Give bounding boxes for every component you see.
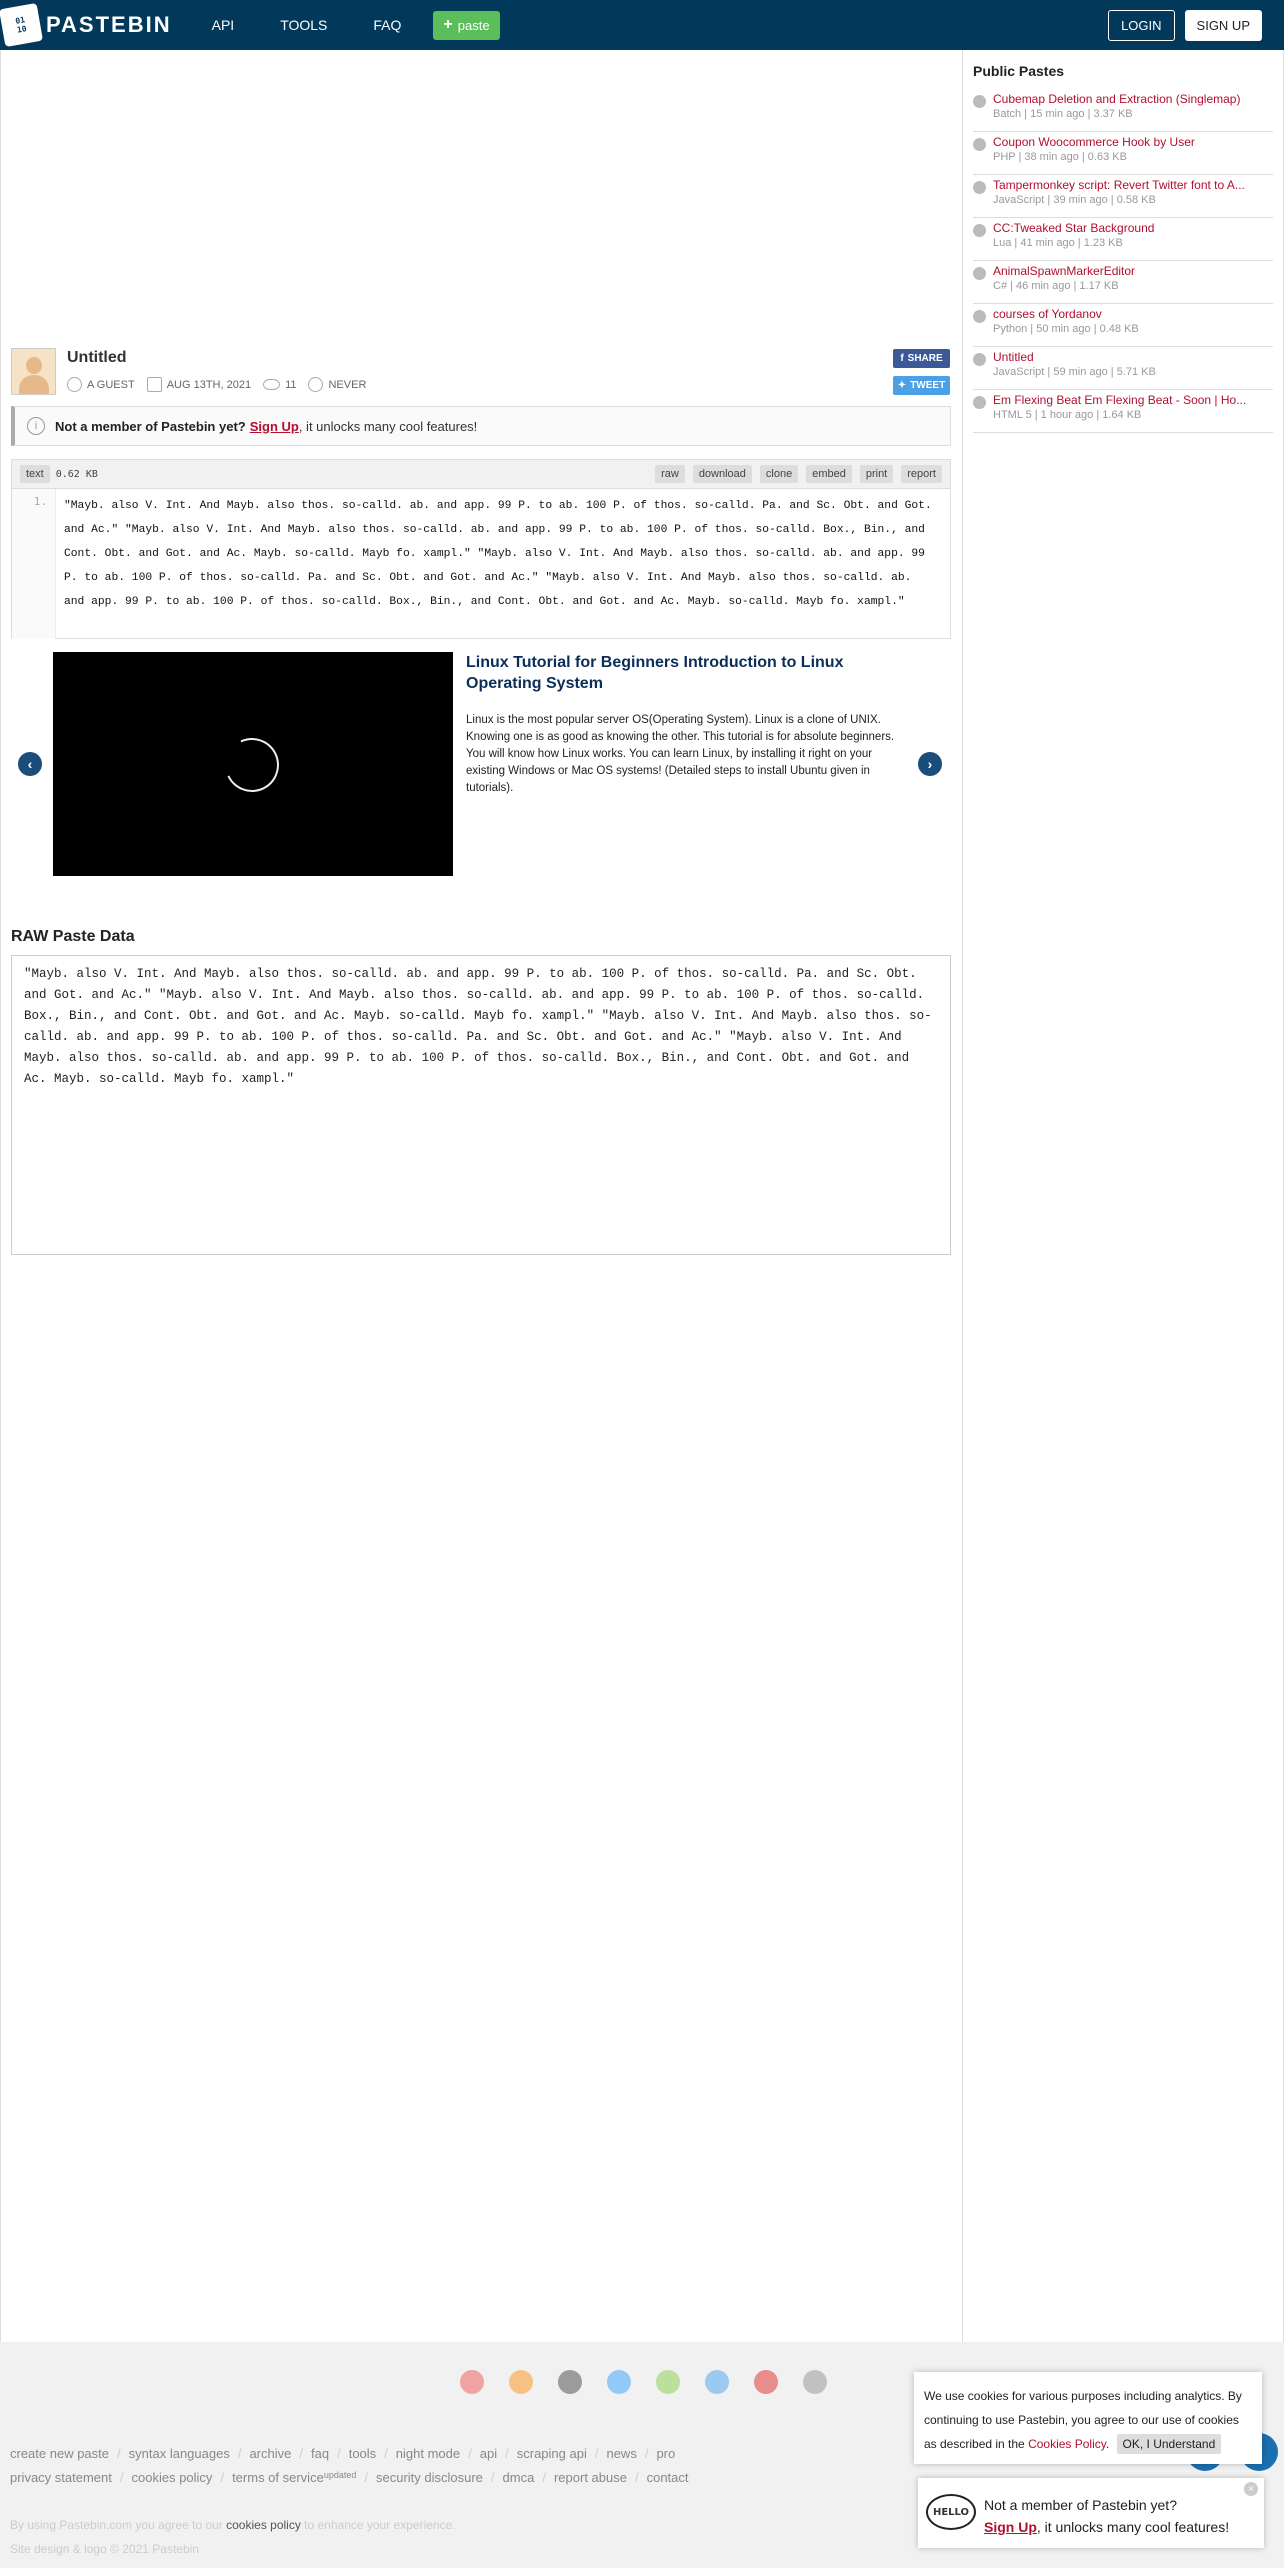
paste-size: 0.62 KB bbox=[55, 468, 98, 480]
notice-rest: , it unlocks many cool features! bbox=[298, 418, 478, 434]
footer-link[interactable]: archive bbox=[249, 2446, 292, 2461]
raw-paste-textarea[interactable]: "Mayb. also V. Int. And Mayb. also thos. so-calld. ab. and app. 99 P. to ab. 100 P. of thos. so-calld. Pa. and Sc. Obt. and Got. and Ac." "Mayb. also V. Int. And Mayb. also thos. so-calld. ab. and app. 99 P. to ab. 100 P. of thos. so-calld. Box., Bin., and Cont. Obt. and Got. and Ac. Mayb. so-calld. Mayb fo. xampl." "Mayb. also V. Int. And Mayb. also thos. so-calld. ab. and app. 99 P. to ab. 100 P. of thos. so-calld. Pa. and Sc. Obt. and Got. and Ac." "Mayb. also V. Int. And Mayb. also thos. so-calld. ab. and app. 99 P. to ab. 100 P. of thos. so-calld. Box., Bin., and Cont. Obt. and Got. and Ac. Mayb. so-calld. Mayb fo. xampl." bbox=[11, 955, 951, 1255]
fine-text: By using Pastebin.com you agree to our bbox=[10, 2518, 227, 2532]
print-button[interactable]: print bbox=[860, 465, 893, 483]
ios-icon[interactable] bbox=[558, 2370, 582, 2394]
signup-popup bbox=[918, 2478, 1264, 2548]
globe-icon bbox=[973, 181, 986, 194]
twitter-share-button[interactable] bbox=[893, 376, 950, 395]
footer-link[interactable]: syntax languages bbox=[128, 2446, 230, 2461]
public-paste-meta: HTML 5 | 1 hour ago | 1.64 KB bbox=[993, 409, 1142, 421]
download-button[interactable]: download bbox=[693, 465, 752, 483]
logo-glyph: 01 10 bbox=[14, 15, 28, 35]
cookie-text: We use cookies for various purposes including analytics. By continuing to use Pastebin, you agree to our use of cookies as described in the bbox=[924, 2389, 1242, 2451]
footer-link[interactable]: privacy statement bbox=[10, 2470, 112, 2485]
windows-icon[interactable] bbox=[607, 2370, 631, 2394]
footer-fine-print bbox=[10, 2518, 456, 2532]
opera-icon[interactable] bbox=[754, 2370, 778, 2394]
main-nav bbox=[212, 11, 500, 40]
brand-name[interactable]: PASTEBIN bbox=[46, 12, 172, 37]
macos-icon[interactable] bbox=[705, 2370, 729, 2394]
close-icon[interactable]: × bbox=[1244, 2482, 1258, 2496]
public-paste-item[interactable] bbox=[973, 264, 1273, 304]
footer-link[interactable]: scraping api bbox=[516, 2446, 587, 2461]
facebook-share-label: SHARE bbox=[907, 353, 943, 364]
footer-link[interactable]: faq bbox=[311, 2446, 330, 2461]
hello-signup-link[interactable]: Sign Up bbox=[984, 2519, 1037, 2535]
new-paste-label: paste bbox=[457, 17, 490, 33]
paste-expires: NEVER bbox=[328, 378, 367, 391]
globe-icon bbox=[973, 353, 986, 366]
globe-icon bbox=[973, 95, 986, 108]
public-paste-meta: JavaScript | 39 min ago | 0.58 KB bbox=[993, 194, 1156, 206]
footer-link[interactable]: tools bbox=[348, 2446, 377, 2461]
footer-link[interactable]: api bbox=[479, 2446, 498, 2461]
paste-title: Untitled bbox=[67, 349, 127, 366]
facebook-icon: f bbox=[900, 353, 904, 364]
public-paste-item[interactable] bbox=[973, 135, 1273, 175]
twitter-icon: ✦ bbox=[897, 380, 907, 391]
clone-button[interactable]: clone bbox=[760, 465, 798, 483]
public-paste-item[interactable] bbox=[973, 178, 1273, 218]
globe-icon bbox=[973, 267, 986, 280]
footer-link[interactable]: terms of service bbox=[232, 2470, 324, 2485]
fine-text: to enhance your experience. bbox=[300, 2518, 456, 2532]
footer-links-2: privacy statement / cookies policy / terms of service updated / security disclosure / dmca / report abuse / contact bbox=[10, 2470, 689, 2485]
public-paste-item[interactable] bbox=[973, 221, 1273, 261]
code-content[interactable]: "Mayb. also V. Int. And Mayb. also thos. so-calld. ab. and app. 99 P. to ab. 100 P. of thos. so-calld. Pa. and Sc. Obt. and Got. and Ac." "Mayb. also V. Int. And Mayb. also thos. so-calld. ab. and app. 99 P. to ab. 100 P. of thos. so-calld. Box., Bin., and Cont. Obt. and Got. and Ac. Mayb. so-calld. Mayb fo. xampl." "Mayb. also V. Int. And Mayb. also thos. so-calld. ab. and app. 99 P. to ab. 100 P. of thos. so-calld. Pa. and Sc. Obt. and Got. and Ac." "Mayb. also V. Int. And Mayb. also thos. so-calld. ab. and app. 99 P. to ab. 100 P. of thos. so-calld. Box., Bin., and Cont. Obt. and Got. and Ac. Mayb. so-calld. Mayb fo. xampl." bbox=[64, 500, 932, 608]
nav-faq[interactable]: FAQ bbox=[373, 17, 402, 33]
public-paste-meta: JavaScript | 59 min ago | 5.71 KB bbox=[993, 366, 1156, 378]
public-paste-title[interactable]: Coupon Woocommerce Hook by User bbox=[993, 135, 1195, 149]
footer-link[interactable]: cookies policy bbox=[131, 2470, 213, 2485]
signup-notice bbox=[11, 406, 951, 446]
hello-line1: Not a member of Pastebin yet? bbox=[984, 2497, 1177, 2513]
user-icon bbox=[67, 377, 82, 392]
globe-icon bbox=[973, 310, 986, 323]
globe-icon bbox=[973, 138, 986, 151]
footer-links-1: create new paste / syntax languages / archive / faq / tools / night mode / api / scraping api / news / pro bbox=[10, 2446, 676, 2461]
hello-line2: , it unlocks many cool features! bbox=[1036, 2519, 1230, 2535]
public-paste-meta: Python | 50 min ago | 0.48 KB bbox=[993, 323, 1139, 335]
public-paste-item[interactable] bbox=[973, 307, 1273, 347]
sidebar bbox=[963, 50, 1284, 2342]
eye-icon bbox=[263, 379, 280, 390]
twitter-share-label: TWEET bbox=[910, 380, 946, 391]
notice-bold: Not a member of Pastebin yet? bbox=[55, 418, 246, 434]
globe-icon bbox=[973, 224, 986, 237]
video-next-button[interactable]: › bbox=[918, 752, 942, 776]
video-prev-button[interactable]: ‹ bbox=[18, 752, 42, 776]
public-paste-title[interactable]: AnimalSpawnMarkerEditor bbox=[993, 264, 1136, 278]
public-paste-item[interactable] bbox=[973, 92, 1273, 132]
video-title[interactable]: Linux Tutorial for Beginners Introduction to Linux Operating System bbox=[466, 654, 844, 692]
public-paste-title[interactable]: CC:Tweaked Star Background bbox=[993, 221, 1155, 235]
video-description: Linux is the most popular server OS(Operating System). Linux is a clone of UNIX. Knowing one is as good as knowing the other. This tutorial is for absolute beginners. You will know how Linux works. You can learn Linux, by installing it right on your existing Windows or Mac OS systems! (Detailed steps to install Ubuntu given in tutorials). bbox=[466, 714, 895, 794]
paste-author[interactable]: A GUEST bbox=[87, 378, 135, 391]
copyright: Site design & logo © 2021 Pastebin bbox=[10, 2542, 199, 2556]
notice-signup-link[interactable]: Sign Up bbox=[249, 418, 299, 434]
footer-link[interactable]: night mode bbox=[395, 2446, 461, 2461]
new-paste-button[interactable] bbox=[433, 11, 499, 40]
globe-icon bbox=[973, 396, 986, 409]
video-player[interactable] bbox=[53, 652, 453, 876]
footer-link[interactable]: dmca bbox=[502, 2470, 535, 2485]
nav-tools[interactable]: TOOLS bbox=[280, 17, 328, 33]
public-paste-meta: PHP | 38 min ago | 0.63 KB bbox=[993, 151, 1127, 163]
report-button[interactable]: report bbox=[901, 465, 942, 483]
public-paste-title[interactable]: Cubemap Deletion and Extraction (Singlemap) bbox=[993, 92, 1241, 106]
calendar-icon bbox=[147, 377, 162, 392]
chrome-icon[interactable] bbox=[460, 2370, 484, 2394]
raw-heading: RAW Paste Data bbox=[11, 928, 135, 945]
public-paste-title[interactable]: courses of Yordanov bbox=[993, 307, 1102, 321]
login-button[interactable]: LOGIN bbox=[1108, 10, 1174, 41]
plus-icon: + bbox=[443, 16, 453, 33]
footer-link[interactable]: pro bbox=[656, 2446, 676, 2461]
cookie-consent-popup: We use cookies for various purposes including analytics. By continuing to use Pastebin, you agree to our use of cookies as described in the Cookies Policy. OK, I Understand bbox=[914, 2372, 1262, 2464]
info-icon: i bbox=[27, 417, 45, 435]
clock-icon bbox=[308, 377, 323, 392]
public-paste-title[interactable]: Untitled bbox=[993, 350, 1034, 364]
code-toolbar bbox=[12, 460, 950, 489]
public-pastes-title: Public Pastes bbox=[973, 63, 1065, 79]
firefox-icon[interactable] bbox=[509, 2370, 533, 2394]
footer-link[interactable]: news bbox=[606, 2446, 637, 2461]
syntax-tag[interactable]: text bbox=[20, 465, 50, 483]
embed-button[interactable]: embed bbox=[806, 465, 852, 483]
nav-api[interactable]: API bbox=[211, 17, 235, 33]
android-icon[interactable] bbox=[656, 2370, 680, 2394]
footer-link[interactable]: contact bbox=[646, 2470, 689, 2485]
paste-date: AUG 13TH, 2021 bbox=[166, 378, 252, 391]
public-paste-title[interactable]: Tampermonkey script: Revert Twitter font to A... bbox=[993, 178, 1245, 192]
code-box bbox=[11, 459, 951, 639]
signup-button[interactable]: SIGN UP bbox=[1185, 10, 1262, 41]
footer-link[interactable]: create new paste bbox=[10, 2446, 110, 2461]
hello-speech-icon: HELLO bbox=[926, 2494, 976, 2530]
footer-link[interactable]: security disclosure bbox=[375, 2470, 483, 2485]
linux-icon[interactable] bbox=[803, 2370, 827, 2394]
paste-views: 11 bbox=[285, 378, 297, 391]
pastebin-logo-icon[interactable] bbox=[0, 3, 43, 47]
browser-extensions bbox=[460, 2370, 852, 2394]
guest-avatar bbox=[11, 348, 56, 395]
facebook-share-button[interactable] bbox=[893, 349, 950, 368]
public-paste-title[interactable]: Em Flexing Beat Em Flexing Beat - Soon | Ho... bbox=[993, 393, 1247, 407]
cookies-policy-link[interactable]: cookies policy bbox=[226, 2518, 301, 2532]
loading-spinner-icon bbox=[217, 730, 286, 799]
line-number: 1. bbox=[12, 489, 56, 639]
cookie-ok-button[interactable]: OK, I Understand bbox=[1117, 2434, 1222, 2454]
raw-button[interactable]: raw bbox=[655, 465, 685, 483]
public-paste-meta: C# | 46 min ago | 1.17 KB bbox=[993, 280, 1119, 292]
footer-link[interactable]: report abuse bbox=[553, 2470, 627, 2485]
cookie-policy-link[interactable]: Cookies Policy bbox=[1028, 2437, 1106, 2451]
public-paste-item[interactable] bbox=[973, 350, 1273, 390]
public-paste-item[interactable] bbox=[973, 393, 1273, 433]
public-paste-meta: Batch | 15 min ago | 3.37 KB bbox=[993, 108, 1133, 120]
top-header bbox=[0, 0, 1284, 50]
paste-meta bbox=[67, 377, 378, 392]
tos-updated-badge: updated bbox=[323, 2470, 357, 2480]
public-paste-meta: Lua | 41 min ago | 1.23 KB bbox=[993, 237, 1123, 249]
